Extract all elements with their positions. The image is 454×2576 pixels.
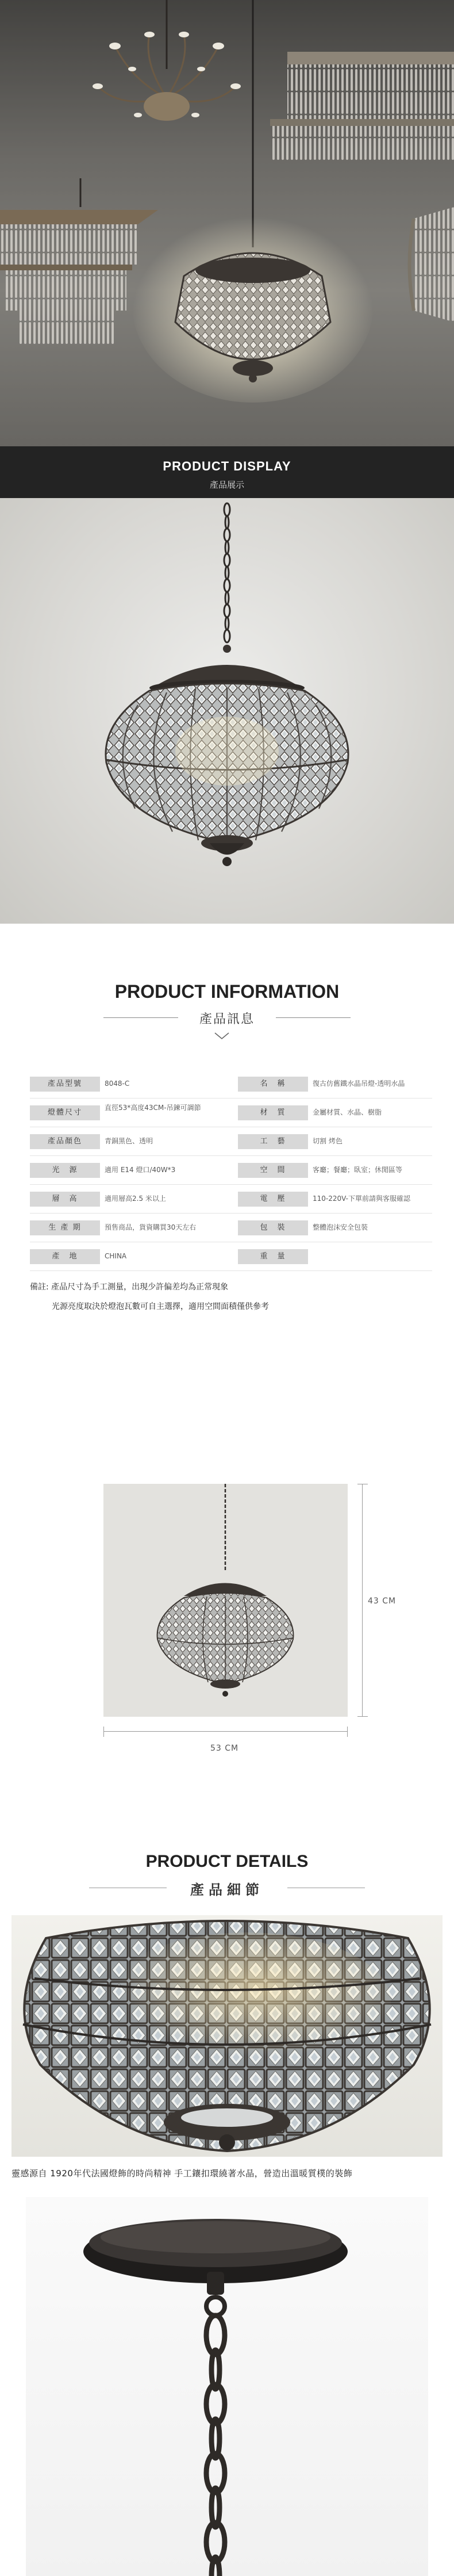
spec-label-weight: 重 量: [238, 1249, 308, 1264]
spec-row: [30, 1214, 432, 1242]
spec-row: [30, 1185, 432, 1214]
spec-value-space: 客廳；餐廳；臥室；休閒區等: [313, 1166, 403, 1174]
product-info-header: [0, 981, 454, 1027]
detail-photo-canopy-chain: [26, 2197, 428, 2576]
note-measurement: 備註: 產品尺寸為手工測量，出現少許偏差均為正常現象: [30, 1283, 229, 1292]
product-info-subtitle: 產品訊息: [199, 1012, 255, 1027]
detail-photo-crystal-closeup: [11, 1915, 443, 2157]
main-product-photo: [0, 498, 454, 924]
product-details-subtitle-row: [89, 1878, 365, 1898]
spec-value-material: 金屬材質、水晶、樹脂: [313, 1108, 382, 1116]
width-dimension-label: 53 CM: [210, 1744, 239, 1753]
hero-lifestyle-photo: [0, 0, 454, 446]
product-info-title: PRODUCT INFORMATION: [114, 981, 340, 1002]
detail-caption: 靈感源自 1920年代法國燈飾的時尚精神 手工鑲扣環繞著水晶，營造出溫暖質樸的裝飾: [11, 2168, 353, 2179]
spec-label-packaging: 包 裝: [238, 1220, 308, 1235]
spec-label-name: 名 稱: [238, 1077, 308, 1092]
product-details-subtitle: 產品細節: [190, 1882, 264, 1898]
spec-value-craft: 切割 烤色: [313, 1137, 343, 1145]
spec-value-size: 直徑53*高度43CM-吊鍊可調節: [105, 1104, 201, 1112]
spec-row: [30, 1098, 432, 1127]
product-details-title: PRODUCT DETAILS: [145, 1852, 309, 1871]
width-dimension-tick: [347, 1727, 348, 1737]
product-display-title: PRODUCT DISPLAY: [163, 459, 291, 473]
spec-label-light-source: 光 源: [30, 1163, 100, 1178]
spec-label-voltage: 電 壓: [238, 1192, 308, 1207]
spec-value-packaging: 整體泡沫安全包裝: [313, 1223, 368, 1231]
spec-value-light-source: 適用 E14 燈口/40W*3: [105, 1166, 176, 1174]
spec-table: [30, 1070, 432, 1271]
chandelier-dimension-illustration: [103, 1484, 348, 1717]
width-dimension-tick: [103, 1727, 104, 1737]
product-info-subtitle-row: [103, 1009, 351, 1027]
product-display-banner: [0, 446, 454, 498]
height-dimension-label: 43 CM: [368, 1597, 397, 1606]
spec-label-size: 燈體尺寸: [30, 1105, 100, 1120]
spec-label-material: 材 質: [238, 1105, 308, 1120]
width-dimension-line: [103, 1731, 348, 1732]
spec-label-lead-time: 生 產 期: [30, 1220, 100, 1235]
spec-value-voltage: 110-220V-下單前請與客服確認: [313, 1195, 410, 1203]
chevron-down-icon: [214, 1032, 230, 1040]
product-details-header: [0, 1852, 454, 1898]
divider-line: [276, 1017, 351, 1018]
spec-value-ceiling-height: 適用層高2.5 米以上: [105, 1195, 166, 1203]
spec-value-lead-time: 預售商品，貨資購買30天左右: [105, 1223, 197, 1231]
spec-row: [30, 1156, 432, 1185]
canopy-chain-illustration: [26, 2197, 428, 2576]
spec-label-origin: 產 地: [30, 1249, 100, 1264]
height-dimension-line: [362, 1484, 363, 1717]
spec-row: [30, 1242, 432, 1271]
crystal-closeup-illustration: [11, 1915, 443, 2157]
spec-label-ceiling-height: 層 高: [30, 1192, 100, 1207]
hero-chandeliers-illustration: [0, 0, 454, 446]
height-dimension-tick: [357, 1716, 368, 1717]
spec-value-name: 復古仿舊鐵水晶吊燈-透明水晶: [313, 1080, 405, 1088]
spec-value-color: 青銅黑色、透明: [105, 1137, 153, 1145]
chandelier-illustration: [0, 498, 454, 924]
spec-value-origin: CHINA: [105, 1252, 127, 1260]
spec-value-model: 8048-C: [105, 1080, 130, 1088]
dimension-photo: [103, 1484, 348, 1717]
spec-row: [30, 1070, 432, 1098]
product-display-subtitle: 產品展示: [209, 480, 244, 490]
spec-label-space: 空 間: [238, 1163, 308, 1178]
note-brightness: 光源亮度取決於燈泡瓦數可自主選擇，適用空間面積僅供參考: [52, 1302, 269, 1311]
spec-row: [30, 1127, 432, 1156]
spec-label-color: 產品顏色: [30, 1134, 100, 1149]
spec-label-model: 產品型號: [30, 1077, 100, 1092]
spec-label-craft: 工 藝: [238, 1134, 308, 1149]
